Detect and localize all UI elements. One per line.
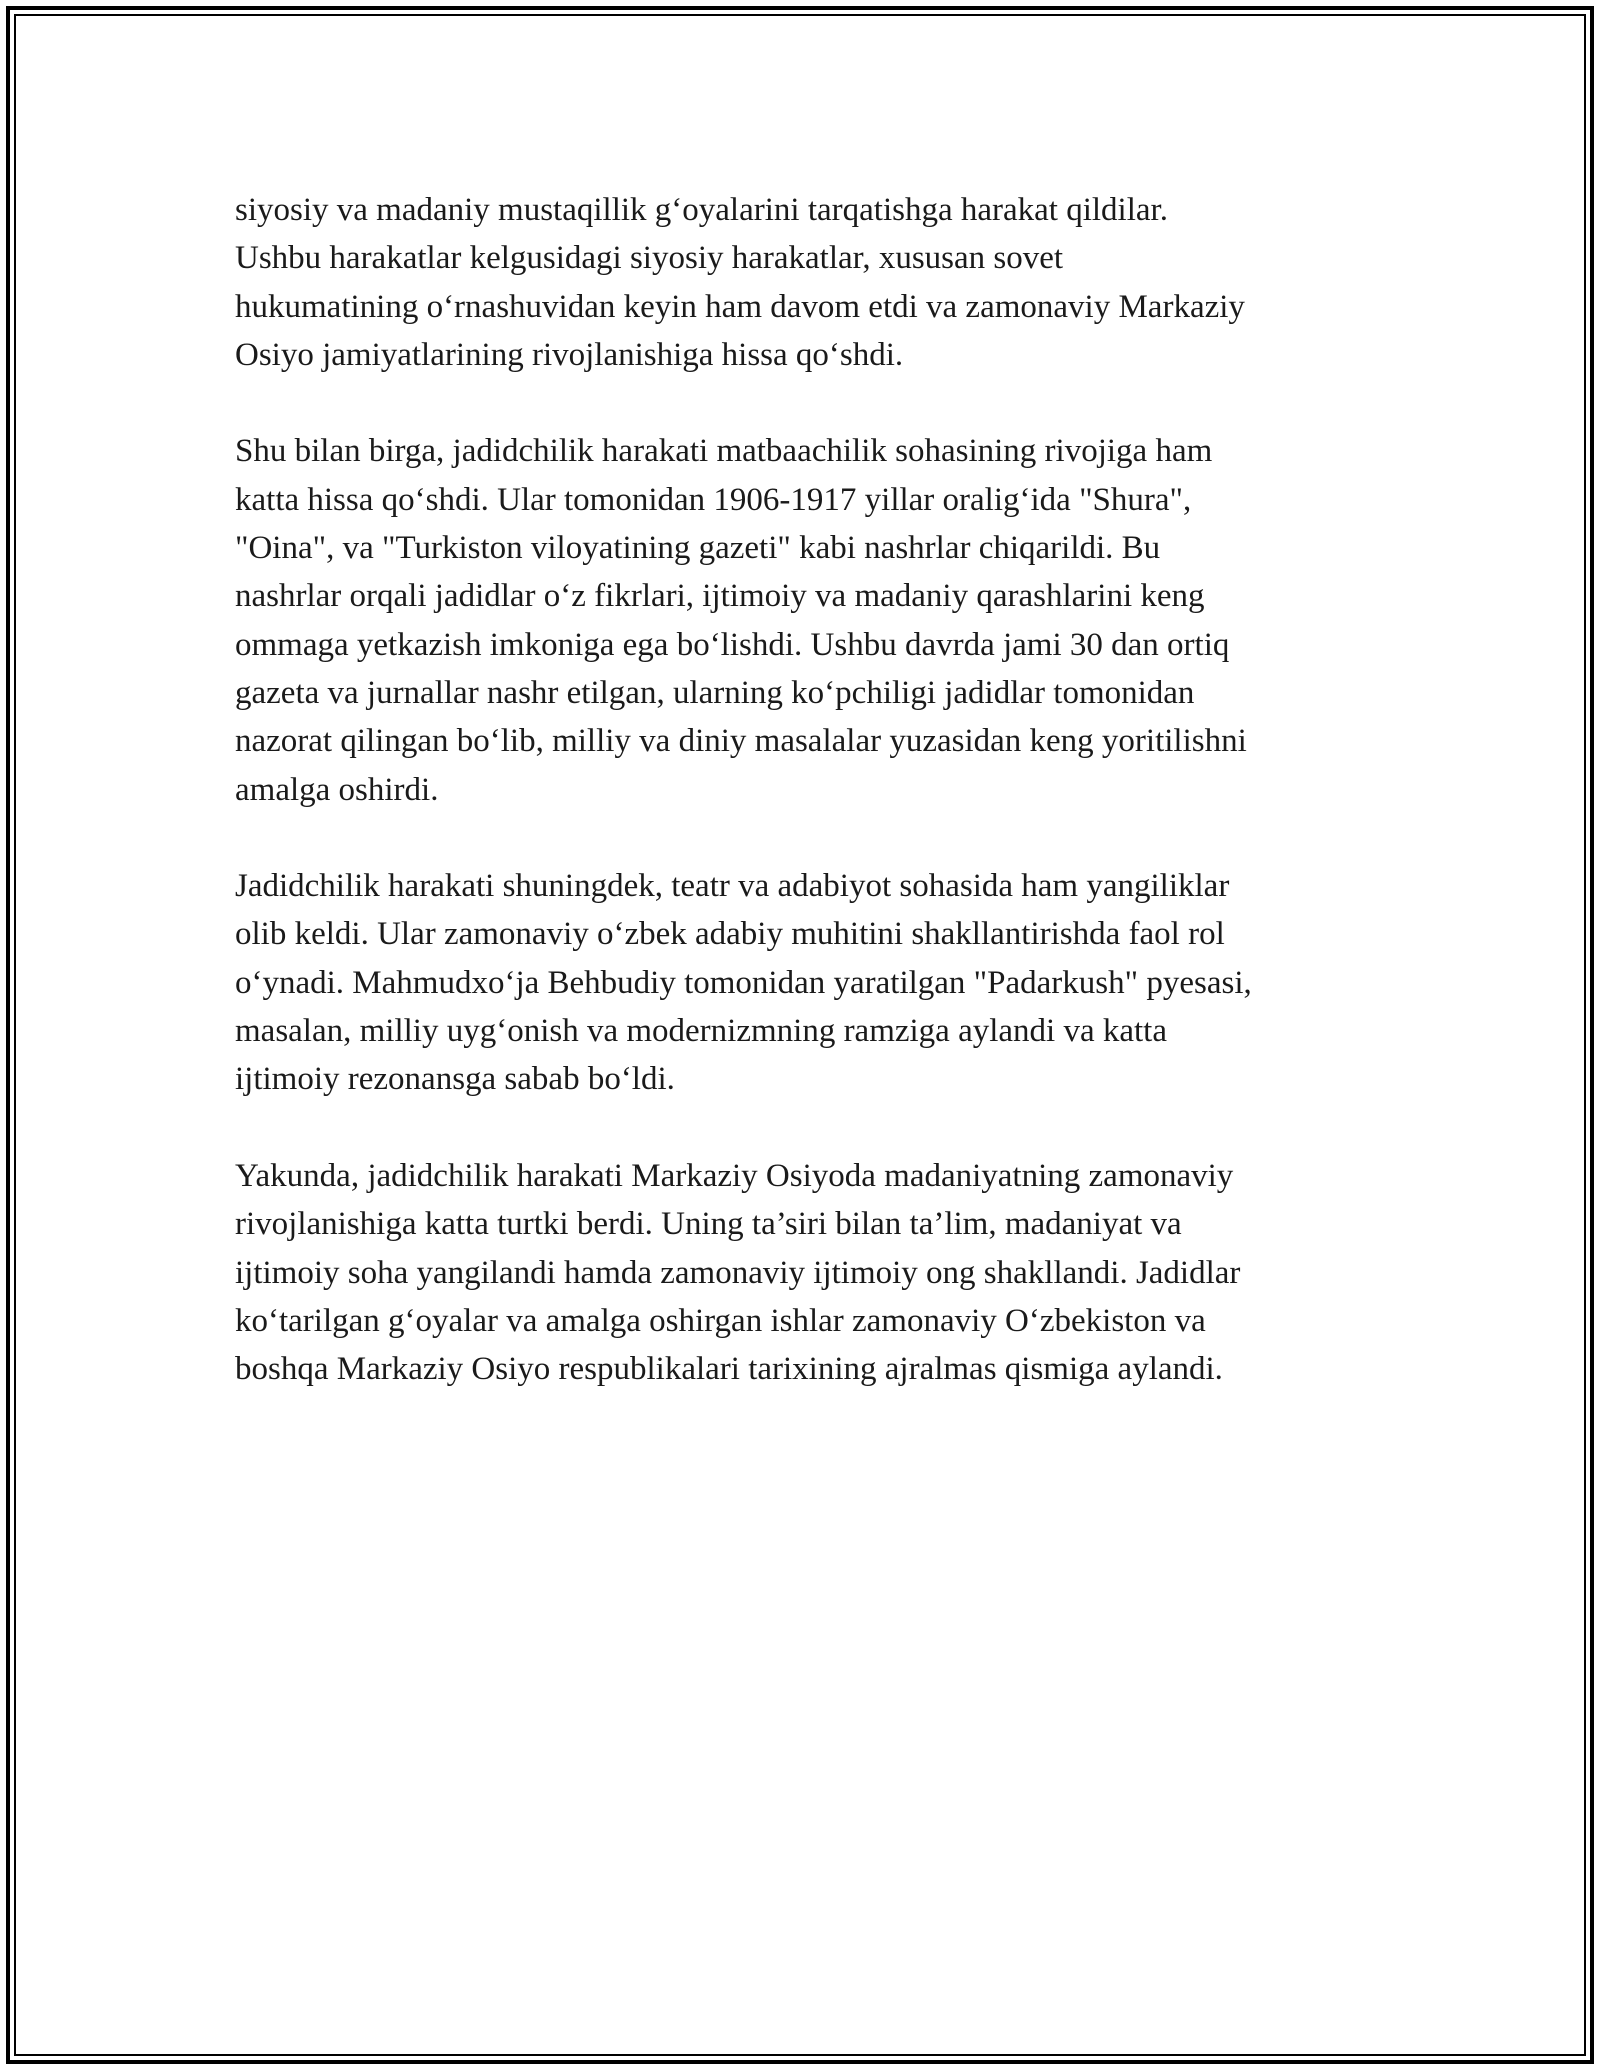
text-line: ommaga yetkazish imkoniga ega bo‘lishdi. Ushbu davrda jami 30 dan ortiq <box>235 626 1230 663</box>
text-line: rivojlanishiga katta turtki berdi. Uning ta’siri bilan ta’lim, madaniyat va <box>235 1206 1182 1243</box>
text-line: hukumatining o‘rnashuvidan keyin ham davom etdi va zamonaviy Markaziy <box>235 288 1245 325</box>
text-line: nazorat qilingan bo‘lib, milliy va diniy masalalar yuzasidan keng yoritilishni <box>235 723 1247 760</box>
paragraph <box>235 862 1375 1103</box>
text-line: gazeta va jurnallar nashr etilgan, ularning ko‘pchiligi jadidlar tomonidan <box>235 674 1195 711</box>
text-line: nashrlar orqali jadidlar o‘z fikrlari, ijtimoiy va madaniy qarashlarini keng <box>235 578 1205 615</box>
text-line: amalga oshirdi. <box>235 771 439 808</box>
text-line: Ushbu harakatlar kelgusidagi siyosiy harakatlar, xususan sovet <box>235 240 1064 277</box>
text-line: Shu bilan birga, jadidchilik harakati matbaachilik sohasining rivojiga ham <box>235 433 1213 470</box>
page-body <box>235 186 1375 1442</box>
paragraph <box>235 1152 1375 1393</box>
text-line: Yakunda, jadidchilik harakati Markaziy Osiyoda madaniyatning zamonaviy <box>235 1157 1234 1194</box>
text-line: katta hissa qo‘shdi. Ular tomonidan 1906-1917 yillar oralig‘ida "Shura", <box>235 481 1192 518</box>
text-line: Jadidchilik harakati shuningdek, teatr va adabiyot sohasida ham yangiliklar <box>235 868 1230 905</box>
text-line: ijtimoiy soha yangilandi hamda zamonaviy ijtimoiy ong shakllandi. Jadidlar <box>235 1254 1241 1291</box>
text-line: masalan, milliy uyg‘onish va modernizmning ramziga aylandi va katta <box>235 1013 1167 1050</box>
text-line: "Oina", va "Turkiston viloyatining gazeti" kabi nashrlar chiqarildi. Bu <box>235 530 1161 567</box>
text-line: ko‘tarilgan g‘oyalar va amalga oshirgan ishlar zamonaviy O‘zbekiston va <box>235 1302 1206 1339</box>
text-line: boshqa Markaziy Osiyo respublikalari tarixining ajralmas qismiga aylandi. <box>235 1351 1223 1388</box>
text-line: siyosiy va madaniy mustaqillik g‘oyalarini tarqatishga harakat qildilar. <box>235 192 1168 228</box>
text-line: Osiyo jamiyatlarining rivojlanishiga hissa qo‘shdi. <box>235 336 904 373</box>
paragraph <box>235 427 1375 813</box>
text-line: olib keldi. Ular zamonaviy o‘zbek adabiy muhitini shakllantirishda faol rol <box>235 916 1225 953</box>
paragraph <box>235 186 1375 379</box>
text-line: o‘ynadi. Mahmudxo‘ja Behbudiy tomonidan yaratilgan "Padarkush" pyesasi, <box>235 964 1252 1001</box>
text-line: ijtimoiy rezonansga sabab bo‘ldi. <box>235 1061 675 1098</box>
